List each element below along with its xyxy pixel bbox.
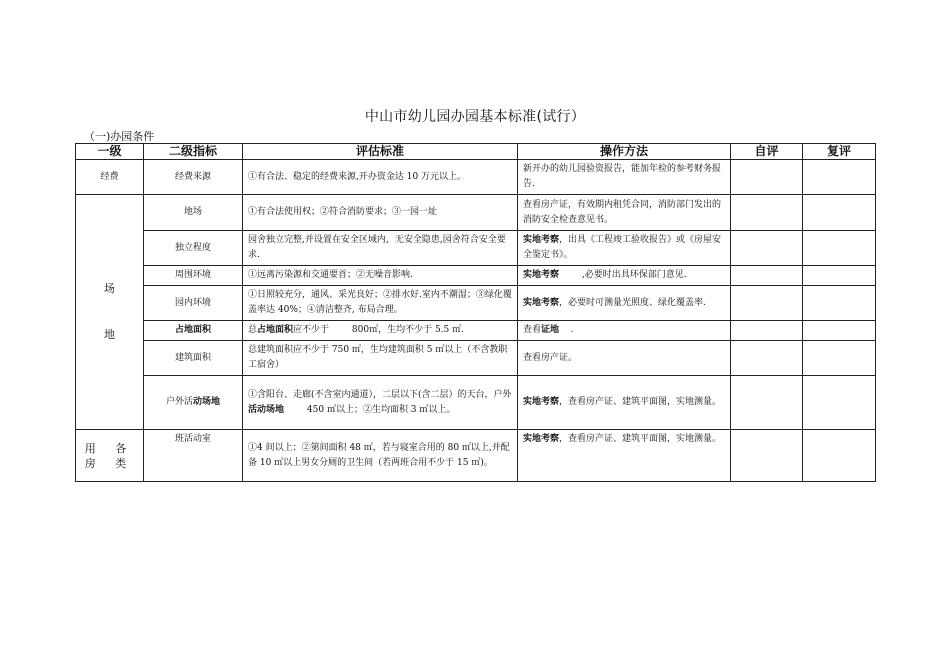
review-cell[interactable] <box>803 321 876 341</box>
table-row <box>76 195 876 231</box>
document-title: 中山市幼儿园办园基本标准(试行） <box>364 109 586 125</box>
method-cell <box>518 376 731 430</box>
review-cell[interactable] <box>803 341 876 376</box>
standard-cell <box>243 321 518 341</box>
standard-cell: 园舍独立完整,并设置在安全区域内，无安全隐患,园舍符合安全要求. <box>243 231 518 266</box>
method-cell <box>518 321 731 341</box>
review-cell[interactable] <box>803 160 876 195</box>
method-bold-text: 证地 <box>541 325 560 335</box>
level2-cell: 园内环境 <box>144 286 243 321</box>
level2-cell <box>144 321 243 341</box>
header-review: 复评 <box>803 144 876 160</box>
method-bold-text: 实地考察 <box>523 397 560 407</box>
method-bold-text: 实地考察 <box>523 270 560 280</box>
level2-cell: 建筑面积 <box>144 341 243 376</box>
review-cell[interactable] <box>803 376 876 430</box>
self-eval-cell[interactable] <box>731 286 803 321</box>
method-cell <box>518 286 731 321</box>
method-bold-text: 实地考察 <box>523 235 560 245</box>
method-cell: 新开办的幼儿园验资报告，能加年检的参考财务报告. <box>518 160 731 195</box>
category-site-char1: 场 <box>104 282 115 295</box>
table-row <box>76 160 876 195</box>
category-rooms-line1: 用 各 <box>84 441 135 455</box>
level2-cell: 周围环境 <box>144 266 243 286</box>
header-standard: 评估标准 <box>243 144 518 160</box>
section-label: （一)办园条件 <box>84 130 155 143</box>
method-cell <box>518 266 731 286</box>
table-row <box>76 376 876 430</box>
category-rooms <box>76 430 144 482</box>
level2-cell: 经费来源 <box>144 160 243 195</box>
self-eval-cell[interactable] <box>731 376 803 430</box>
standard-cell <box>243 376 518 430</box>
level2-bold-text: 动场地 <box>193 397 221 407</box>
method-cell: 查看房产证。 <box>518 341 731 376</box>
review-cell[interactable] <box>803 266 876 286</box>
method-text: . <box>559 325 574 335</box>
standard-cell: ①远离污染源和交通要首；②无噪音影响. <box>243 266 518 286</box>
table-row <box>76 286 876 321</box>
table-row <box>76 266 876 286</box>
header-level2: 二级指标 <box>144 144 243 160</box>
header-level1: 一级 <box>76 144 144 160</box>
header-method: 操作方法 <box>518 144 731 160</box>
standard-bold-text: 活动场地 <box>248 404 285 415</box>
method-cell <box>518 430 731 482</box>
table-row <box>76 231 876 266</box>
standard-cell: ①4 间以上；②第间面积 48 ㎡，若与寝室合用的 80 ㎡以上,并配备 10 ㎡以上男女分厕的卫生间（若两班合用不少于 15 ㎡)。 <box>243 430 518 482</box>
self-eval-cell[interactable] <box>731 321 803 341</box>
category-site-char2: 地 <box>104 328 115 341</box>
method-bold-text: 实地考察 <box>523 297 560 308</box>
level2-pre-text: 户外活 <box>165 397 193 407</box>
level2-cell: 地场 <box>144 195 243 231</box>
method-cell: 查看房产证，有效期内租凭合同，消防部门发出的消防安全检查意见书。 <box>518 195 731 231</box>
method-cell <box>518 231 731 266</box>
standard-text: 应不少于 800㎡，生均不少于 5.5 ㎡. <box>293 325 464 335</box>
category-funding: 经费 <box>76 160 144 195</box>
method-bold-text: 实地考察 <box>523 434 560 444</box>
table-row <box>76 430 876 482</box>
header-row <box>76 144 876 160</box>
category-site <box>76 195 144 430</box>
standard-pre-text: 总 <box>248 325 258 335</box>
review-cell[interactable] <box>803 286 876 321</box>
category-rooms-line2: 房 类 <box>84 456 135 470</box>
standard-cell: ①日照较充分，通风、采光良好；②排水好.室内不潮湿；③绿化覆盖率达 40%；④清洁整齐, 布局合理。 <box>243 286 518 321</box>
method-text: ,必要时出具环保部门意见. <box>559 270 687 280</box>
method-text: ，查看房产证、建筑平面图，实地测量。 <box>559 434 722 444</box>
standard-bold-text: 占地面积 <box>257 325 294 335</box>
standard-text: 450 ㎡以上；②生均面积 3 ㎡以上。 <box>284 404 456 415</box>
self-eval-cell[interactable] <box>731 231 803 266</box>
standards-table <box>75 143 876 482</box>
self-eval-cell[interactable] <box>731 341 803 376</box>
level2-cell <box>144 376 243 430</box>
method-pre-text: 查看 <box>523 325 542 335</box>
method-text: ，必要时可测量光照度、绿化覆盖率. <box>559 297 706 308</box>
standard-cell: ①有合法、稳定的经费来源,开办资金达 10 万元以上。 <box>243 160 518 195</box>
review-cell[interactable] <box>803 195 876 231</box>
self-eval-cell[interactable] <box>731 266 803 286</box>
method-text: ，出具《工程竣工验收报告》或《房屋安全鉴定书》。 <box>523 235 722 260</box>
standard-pre-text: ①含阳台、走廊(不含室内通道），二层以下(含二层）的天台，户外 <box>248 389 512 400</box>
level2-cell: 班活动室 <box>144 430 243 482</box>
table-row <box>76 341 876 376</box>
self-eval-cell[interactable] <box>731 430 803 482</box>
standard-cell: 总建筑面积应不少于 750 ㎡，生均建筑面积 5 ㎡以上（不含教职工宿舍） <box>243 341 518 376</box>
method-text: ，查看房产证、建筑平面图，实地测量。 <box>559 397 722 407</box>
level2-bold-text: 占地面积 <box>174 325 211 335</box>
table-row <box>76 321 876 341</box>
level2-cell: 独立程度 <box>144 231 243 266</box>
header-self-eval: 自评 <box>731 144 803 160</box>
review-cell[interactable] <box>803 430 876 482</box>
review-cell[interactable] <box>803 231 876 266</box>
self-eval-cell[interactable] <box>731 195 803 231</box>
standard-cell: ①有合法使用权；②符合消防要求；③一园一址 <box>243 195 518 231</box>
self-eval-cell[interactable] <box>731 160 803 195</box>
